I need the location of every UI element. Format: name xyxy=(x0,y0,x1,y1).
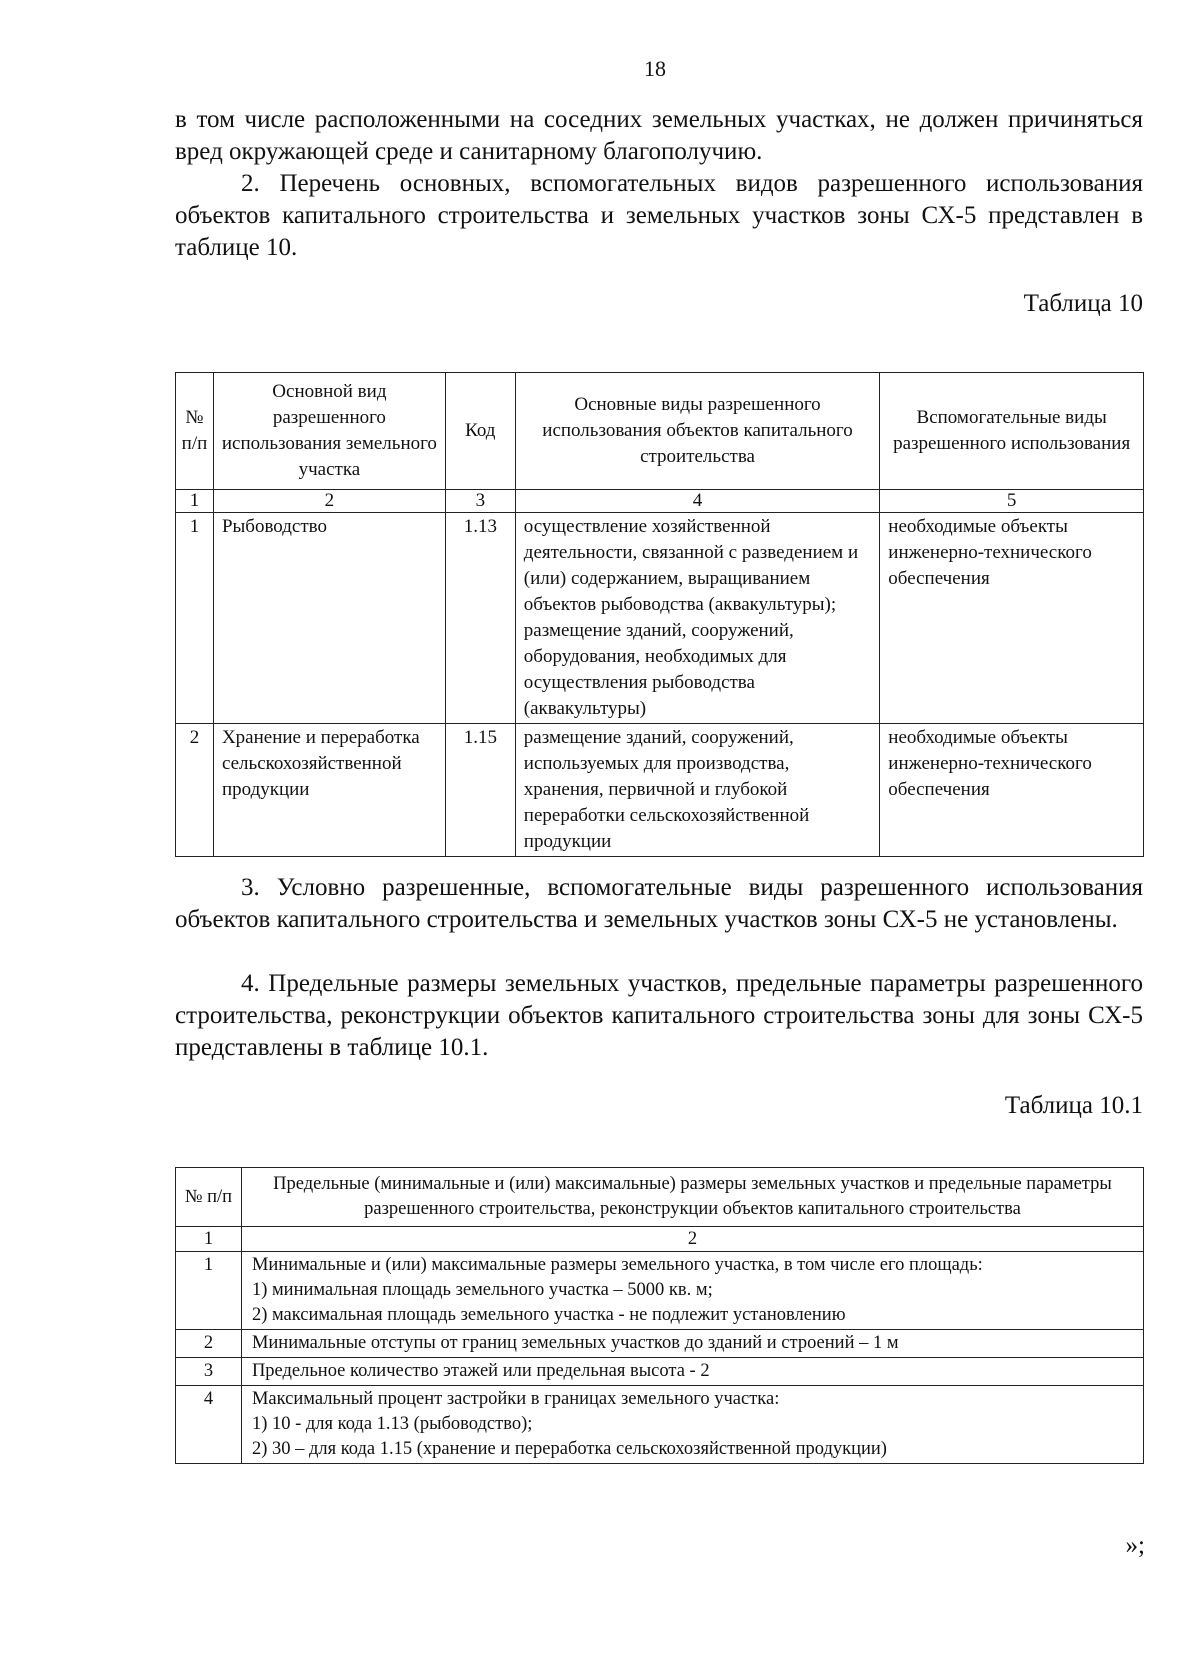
table-10-1-header-row xyxy=(176,1168,1144,1227)
page-number: 18 xyxy=(644,56,666,81)
table-10-header-row xyxy=(176,373,1144,490)
row-num: 1 xyxy=(176,1252,242,1330)
column-number: 2 xyxy=(213,490,445,513)
row-params xyxy=(241,1386,1143,1464)
column-number: 1 xyxy=(176,490,214,513)
table-10-caption: Таблица 10 xyxy=(1023,290,1143,317)
closing-quote: »; xyxy=(1125,1532,1145,1559)
header-main-capital-use: Основные виды разрешенного использования объектов капитального строительства xyxy=(515,373,880,490)
row-num: 2 xyxy=(176,724,214,857)
header-num: № п/п xyxy=(176,373,214,490)
table-row xyxy=(176,1330,1144,1358)
header-params: Предельные (минимальные и (или) максимальные) размеры земельных участков и предельные параметры разрешенного строительства, реконструкции объектов капитального строительства xyxy=(241,1168,1143,1227)
table-10-1-column-numbers xyxy=(176,1227,1144,1252)
column-number: 5 xyxy=(880,490,1144,513)
header-auxiliary: Вспомогательные виды разрешенного использования xyxy=(880,373,1144,490)
table-row xyxy=(176,1358,1144,1386)
row-land-use: Рыбоводство xyxy=(213,513,445,724)
row-code: 1.15 xyxy=(445,724,515,857)
row-auxiliary: необходимые объекты инженерно-технического обеспечения xyxy=(880,724,1144,857)
table-row xyxy=(176,1252,1144,1330)
row-capital-use: осуществление хозяйственной деятельности, связанной с разведением и (или) содержанием, выращиванием объектов рыбоводства (аквакультуры); размещение зданий, сооружений, оборудования, необходимых для осуществления рыбоводства (аквакультуры) xyxy=(515,513,880,724)
param-line: Минимальные и (или) максимальные размеры земельного участка, в том числе его площадь: xyxy=(251,1255,983,1275)
param-line: Минимальные отступы от границ земельных участков до зданий и строений – 1 м xyxy=(251,1333,899,1353)
row-num: 4 xyxy=(176,1386,242,1464)
paragraph-3: 3. Условно разрешенные, вспомогательные виды разрешенного использования объектов капитального строительства и земельных участков зоны СХ-5 не установлены. xyxy=(175,874,1143,933)
param-line: 1) минимальная площадь земельного участка – 5000 кв. м; xyxy=(251,1280,713,1300)
param-line: Предельное количество этажей или предельная высота - 2 xyxy=(251,1361,710,1381)
header-num: № п/п xyxy=(176,1168,242,1227)
row-code: 1.13 xyxy=(445,513,515,724)
row-num: 3 xyxy=(176,1358,242,1386)
column-number: 2 xyxy=(241,1227,1143,1252)
row-capital-use: размещение зданий, сооружений, используемых для производства, хранения, первичной и глубокой переработки сельскохозяйственной продукции xyxy=(515,724,880,857)
table-10-1 xyxy=(175,1167,1144,1464)
column-number: 4 xyxy=(515,490,880,513)
header-code: Код xyxy=(445,373,515,490)
row-auxiliary: необходимые объекты инженерно-технического обеспечения xyxy=(880,513,1144,724)
table-row xyxy=(176,513,1144,724)
param-line: Максимальный процент застройки в границах земельного участка: xyxy=(251,1389,780,1409)
paragraph-2: 2. Перечень основных, вспомогательных видов разрешенного использования объектов капитального строительства и земельных участков зоны СХ-5 представлен в таблице 10. xyxy=(175,170,1143,261)
row-params xyxy=(241,1330,1143,1358)
row-num: 1 xyxy=(176,513,214,724)
table-10-1-caption: Таблица 10.1 xyxy=(1004,1092,1143,1119)
column-number: 3 xyxy=(445,490,515,513)
param-line: 1) 10 - для кода 1.13 (рыбоводство); xyxy=(251,1414,533,1434)
table-row xyxy=(176,1386,1144,1464)
row-num: 2 xyxy=(176,1330,242,1358)
paragraph-1: в том числе расположенными на соседних земельных участках, не должен причиняться вред окружающей среде и санитарному благополучию. xyxy=(175,106,1143,165)
table-10 xyxy=(175,372,1144,857)
header-main-land-use: Основной вид разрешенного использования земельного участка xyxy=(213,373,445,490)
row-params xyxy=(241,1252,1143,1330)
param-line: 2) максимальная площадь земельного участка - не подлежит установлению xyxy=(251,1305,846,1325)
table-10-column-numbers xyxy=(176,490,1144,513)
row-land-use: Хранение и переработка сельскохозяйственной продукции xyxy=(213,724,445,857)
row-params xyxy=(241,1358,1143,1386)
paragraph-4: 4. Предельные размеры земельных участков, предельные параметры разрешенного строительства, реконструкции объектов капитального строительства зоны для зоны СХ-5 представлены в таблице 10.1. xyxy=(175,970,1143,1061)
param-line: 2) 30 – для кода 1.15 (хранение и переработка сельскохозяйственной продукции) xyxy=(251,1439,887,1459)
table-row xyxy=(176,724,1144,857)
column-number: 1 xyxy=(176,1227,242,1252)
